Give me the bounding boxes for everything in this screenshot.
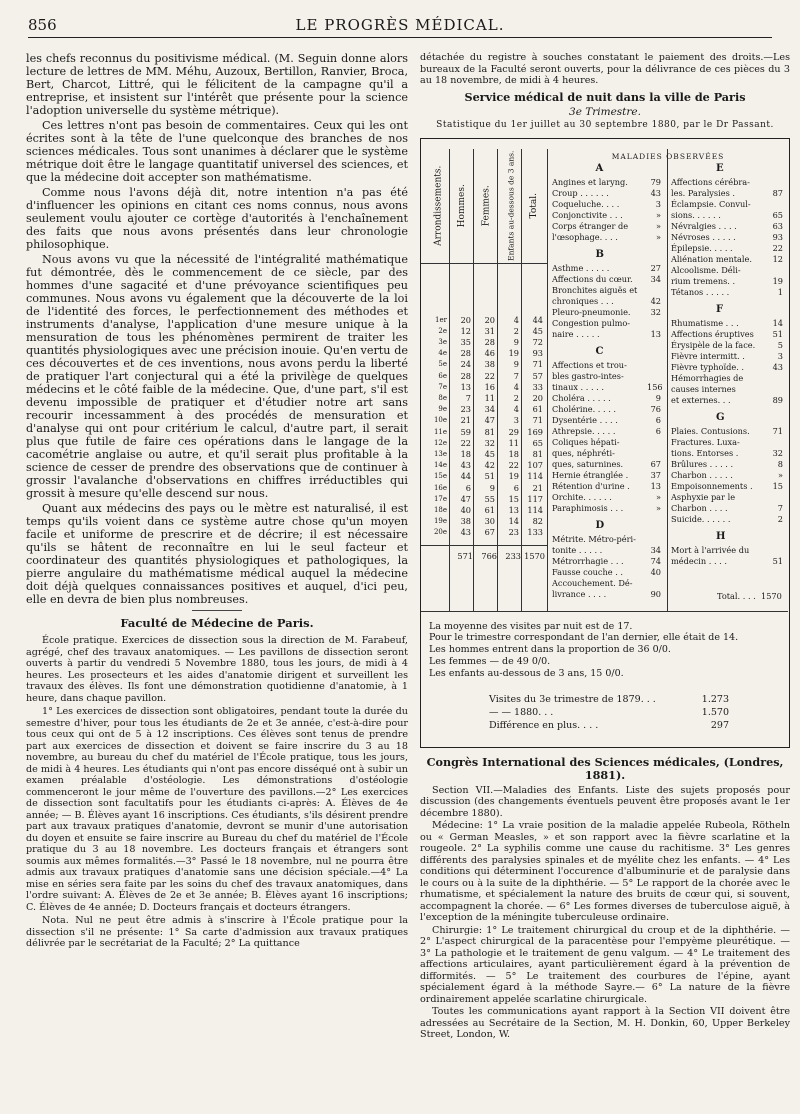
disease-label: Tétanos . . . . . — [671, 286, 730, 297]
disease-label: Névralgies . . . . — [671, 220, 737, 231]
column-rule — [667, 149, 668, 612]
disease-label: Affections cérébra- — [671, 176, 750, 187]
disease-label: Affections et trou- — [552, 359, 627, 370]
count-cell: 40 — [460, 504, 471, 515]
paragraph: Toutes les communications ayant rapport à la Section VII doivent être adressées au Secrétaire de la Section, M. H. Donkin, 60, Upper Berkeley Street, London, W. — [420, 1006, 790, 1040]
arrondissement-cell: 13e — [433, 449, 447, 458]
disease-count: 27 — [650, 262, 661, 273]
disease-label: Conjonctivite . . . — [552, 209, 623, 220]
running-head: LE PROGRÈS MÉDICAL. — [295, 16, 505, 34]
disease-label: Fausse couche . . — [552, 566, 624, 577]
count-cell: 18 — [460, 448, 471, 459]
count-cell: 4 — [513, 314, 519, 325]
count-cell: 29 — [508, 426, 519, 437]
stat-line: Statistique du 1er juillet au 30 septembre 1880, par le Dr Passant. — [436, 120, 774, 130]
count-cell: 169 — [527, 426, 543, 437]
disease-label: et externes. . . — [671, 394, 731, 405]
disease-label: Métrorrhagie . . . — [552, 555, 624, 566]
count-cell: 23 — [460, 404, 471, 415]
disease-count: 43 — [772, 361, 783, 372]
disease-label: Hémorrhagies de — [671, 372, 744, 383]
column-header — [451, 151, 475, 261]
disease-label: Angines et laryng. — [552, 176, 628, 187]
count-cell: 21 — [532, 482, 543, 493]
disease-label: Brûlures . . . . . — [671, 458, 734, 469]
visit-comparison — [489, 693, 729, 732]
group-letter: D — [595, 519, 605, 531]
paragraph: Ces lettres n'ont pas besoin de commentaires. Ceux qui les ont écrites sont à la tête de l'une quelconque des branches de nos sciences médicales. Tous sont unanimes à déclarer que le système métrique doit être le langage quantitatif universel des sciences, et que la médecine doit accepter son mathématisme. — [26, 119, 408, 184]
count-cell: 4 — [513, 381, 519, 392]
count-cell: 33 — [532, 381, 543, 392]
disease-count: 34 — [650, 544, 661, 555]
column-header — [499, 151, 523, 261]
disease-count: 32 — [772, 447, 783, 458]
disease-count: 13 — [650, 480, 661, 491]
divider — [192, 610, 242, 611]
count-cell: 72 — [532, 336, 543, 347]
disease-label: Cholérine. . . . . — [552, 403, 617, 414]
disease-label: Asphyxie par le — [671, 491, 736, 502]
disease-label: Affections du cœur. — [552, 273, 633, 284]
group-letter: G — [716, 411, 725, 423]
disease-label: Choléra . . . . . — [552, 392, 611, 403]
maladies-header: MALADIES OBSERVÉES — [611, 151, 725, 161]
count-cell: 28 — [484, 336, 495, 347]
header-rule — [421, 263, 547, 264]
total-label: Total. . . . — [717, 590, 756, 601]
disease-label: Asthme . . . . . — [552, 262, 610, 273]
count-cell: 20 — [532, 392, 543, 403]
count-cell: 9 — [513, 336, 519, 347]
arrondissement-cell: 3e — [438, 337, 447, 346]
disease-label: tinaux . . . . . — [552, 381, 604, 392]
count-cell: 11 — [508, 437, 519, 448]
left-column — [26, 52, 408, 952]
disease-label: Rétention d'urine . — [552, 480, 630, 491]
arrondissement-cell: 20e — [433, 528, 447, 537]
disease-count: » — [655, 502, 661, 513]
disease-label: Pleuro-pneumonie. — [552, 306, 631, 317]
disease-label: Accouchement. Dé- — [552, 577, 633, 588]
column-header-text: Femmes. — [481, 185, 492, 226]
column-rule — [497, 149, 498, 612]
disease-count: 12 — [772, 253, 783, 264]
visits-1880-value: 1.570 — [701, 706, 729, 718]
paragraph: Nous avons vu que la nécessité de l'intégralité mathématique fut démontrée, dès le commencement de ce siècle, par des hommes d'une sagacité et d'une prévoyance scientifiques peu communes. Nous avons vu également que la découverte de la loi de l'identité des forces, le perfectionnement des méthodes et instruments d'analyse, l'application d'une mesure unique à la mensuration de tous les phénomènes permirent de traiter les quantités physiologiques avec une précision inouie. Qu'en vertu de ces découvertes et de ces inventions, nous avons perdu la liberté de pratiquer l'art conjectural qui a été la privilège de quelques médecins et le côté faible de la médecine. Que, d'une part, s'il est devenu impossible de pratiquer et d'étudier notre art sans recourir incessamment à des procédés de mensuration et d'analyse qui ont pour critérium le calcul, d'autre part, il serait plus que futile de faire ces opérations dans le langage de la cacométrie anglaise ou autre, et qu'il serait plus profitable à la science de cesser de prendre des observations que de continuer à grossir l'avalanche d'observations en chiffres irréductibles qui grossit à mesure qu'elle descend sur nous. — [26, 253, 408, 500]
disease-count: 13 — [650, 328, 661, 339]
count-cell: 9 — [489, 482, 495, 493]
disease-label: Rhumatisme . . . — [671, 317, 739, 328]
count-cell: 81 — [532, 448, 543, 459]
disease-count: 19 — [772, 275, 783, 286]
count-cell: 30 — [484, 516, 495, 527]
count-cell: 107 — [527, 460, 543, 471]
arrondissement-cell: 19e — [433, 517, 447, 526]
paragraph: Médecine: 1° La vraie position de la maladie appelée Rubeola, Rötheln ou « German Measles, » et son rapport avec la fièvre scarlatine et la rougeole. 2° La syphilis comme une cause du rachitisme. 3° Les genres différents des paralysies spinales et de myélite chez les enfants. — 4° Les conditions qui déterminent l'occurence d'albuminurie et de paralysie dans le cours ou à la suite de la diphthérie. — 5° Le rapport de la chorée avec le rhumatisme, et spécialement la nature des bruits de cœur qui, si souvent, accompagnent la chorée. — 6° Les formes diverses de tuberculose aiguë, à l'exception de la méningite tuberculeuse ordinaire. — [420, 820, 790, 923]
note-line: Les hommes entrent dans la proportion de 36 0/0. — [429, 644, 671, 656]
disease-label: Coqueluche. . . . — [552, 198, 620, 209]
disease-label: Métrite. Métro-péri- — [552, 533, 636, 544]
table-notes — [429, 621, 781, 680]
disease-count: 51 — [772, 555, 783, 566]
disease-count: 76 — [650, 403, 661, 414]
disease-label: Orchite. . . . . . — [552, 491, 612, 502]
column-rule — [473, 149, 474, 612]
disease-label: médecin . . . . — [671, 555, 727, 566]
arrondissement-cell: 8e — [438, 393, 447, 402]
disease-label: causes internes — [671, 383, 736, 394]
group-letter: A — [595, 162, 604, 174]
count-cell: 38 — [484, 359, 495, 370]
disease-count: » — [655, 209, 661, 220]
count-cell: 16 — [484, 381, 495, 392]
count-cell: 6 — [513, 482, 519, 493]
note-line: Les enfants au-dessous de 3 ans, 15 0/0. — [429, 667, 624, 679]
count-cell: 12 — [460, 325, 471, 336]
paragraph: les chefs reconnus du positivisme médical. (M. Seguin donne alors lecture de lettres de MM. Méhu, Auzoux, Bertillon, Ranvier, Broca, Bert, Charcot, Littré, qui le félicitent de la campagne qu'il a entreprise, et insistent sur l'intérêt que présente pour la science l'adoption universelle du système métrique). — [26, 52, 408, 117]
disease-count: 15 — [772, 480, 783, 491]
disease-count: 6 — [655, 425, 661, 436]
count-cell: 31 — [484, 325, 495, 336]
count-cell: 6 — [465, 482, 471, 493]
count-cell: 82 — [532, 516, 543, 527]
arrondissement-cell: 6e — [438, 371, 447, 380]
disease-count: 42 — [650, 295, 661, 306]
count-cell: 19 — [508, 348, 519, 359]
disease-label: chroniques . . . — [552, 295, 614, 306]
subtitle: 3e Trimestre. — [569, 105, 641, 118]
disease-count: 7 — [777, 502, 783, 513]
disease-count: » — [655, 231, 661, 242]
count-cell: 45 — [484, 448, 495, 459]
column-rule — [547, 149, 548, 612]
statistics-table — [420, 138, 790, 748]
count-cell: 22 — [484, 370, 495, 381]
column-header — [475, 151, 499, 261]
disease-count: 43 — [650, 187, 661, 198]
disease-label: bles gastro-intes- — [552, 370, 624, 381]
disease-count: 51 — [772, 328, 783, 339]
sum-rule — [421, 545, 547, 546]
disease-count: 79 — [650, 176, 661, 187]
sum-cell: 233 — [505, 550, 521, 561]
difference-value: 297 — [710, 719, 729, 731]
section-title: Congrès International des Sciences médicales, (Londres, 1881). — [426, 754, 784, 782]
disease-count: 87 — [772, 187, 783, 198]
disease-label: Épilepsie. . . . . — [671, 242, 733, 253]
section-title: Service médical de nuit dans la ville de Paris — [464, 89, 746, 104]
count-cell: 7 — [513, 370, 519, 381]
paragraph: détachée du registre à souches constatant le paiement des droits.—Les bureaux de la Faculté seront ouverts, pour la délivrance de ces pièces du 3 au 18 novembre, de midi à 4 heures. — [420, 52, 790, 86]
group-letter: C — [595, 345, 604, 357]
disease-label: Éclampsie. Convul- — [671, 198, 751, 209]
disease-label: Coliques hépati- — [552, 436, 620, 447]
visits-1880-label: — — 1880. . . — [489, 706, 554, 718]
arrondissement-cell: 12e — [433, 438, 447, 447]
disease-count: » — [655, 491, 661, 502]
group-letter: F — [716, 303, 724, 315]
count-cell: 2 — [513, 325, 519, 336]
column-header — [427, 151, 451, 261]
disease-count: 93 — [772, 231, 783, 242]
disease-count: 71 — [772, 425, 783, 436]
column-header — [523, 151, 547, 261]
count-cell: 13 — [508, 504, 519, 515]
disease-count: 40 — [650, 566, 661, 577]
disease-label: Charbon . . . . — [671, 502, 728, 513]
note-line: Pour le trimestre correspondant de l'an dernier, elle était de 14. — [429, 632, 739, 644]
count-cell: 57 — [532, 370, 543, 381]
paragraph: Section VII.—Maladies des Enfants. Liste des sujets proposés pour discussion (des changements éventuels peuvent être proposés avant le 1er décembre 1880). — [420, 784, 790, 819]
count-cell: 71 — [532, 415, 543, 426]
disease-label: tions. Entorses . — [671, 447, 739, 458]
disease-label: Fièvre typhoïde. . — [671, 361, 745, 372]
disease-label: Mort à l'arrivée du — [671, 544, 750, 555]
disease-count: 32 — [650, 306, 661, 317]
count-cell: 114 — [527, 504, 543, 515]
count-cell: 32 — [484, 437, 495, 448]
arrondissement-cell: 4e — [438, 349, 447, 358]
count-cell: 65 — [532, 437, 543, 448]
disease-count: 6 — [655, 414, 661, 425]
count-cell: 47 — [460, 493, 471, 504]
paragraph: École pratique. Exercices de dissection sous la direction de M. Farabeuf, agrégé, chef des travaux anatomiques. — Les pavillons de dissection seront ouverts à partir du vendredi 5 Novembre 1880, tous les jours, de midi à 4 heures. Les prosecteurs et les aides d'anatomie dirigent et surveillent les travaux des élèves. Ils font une démonstration quotidienne d'anatomie, à 1 heure, dans chaque pavillon. — [26, 635, 408, 704]
arrondissement-cell: 9e — [438, 405, 447, 414]
group-letter: H — [716, 530, 726, 542]
sum-cell: 1570 — [524, 550, 545, 561]
arrondissement-cell: 15e — [433, 472, 447, 481]
count-cell: 114 — [527, 471, 543, 482]
count-cell: 67 — [484, 527, 495, 538]
disease-count: 63 — [772, 220, 783, 231]
sum-cell: 766 — [481, 550, 497, 561]
disease-label: Aliénation mentale. — [671, 253, 752, 264]
section-title: Faculté de Médecine de Paris. — [120, 616, 314, 630]
disease-count: 67 — [650, 458, 661, 469]
arrondissement-cell: 1er — [435, 315, 447, 324]
disease-label: ques, saturnines. — [552, 458, 624, 469]
disease-count: 8 — [777, 458, 783, 469]
disease-label: Alcoolisme. Déli- — [671, 264, 741, 275]
count-cell: 28 — [460, 370, 471, 381]
count-cell: 55 — [484, 493, 495, 504]
arrondissement-cell: 11e — [433, 427, 447, 436]
page-number: 856 — [28, 16, 57, 34]
disease-count: 5 — [777, 339, 783, 350]
count-cell: 42 — [484, 460, 495, 471]
count-cell: 22 — [508, 460, 519, 471]
visits-1879-value: 1.273 — [701, 693, 729, 705]
note-line: La moyenne des visites par nuit est de 17. — [429, 620, 633, 632]
count-cell: 43 — [460, 527, 471, 538]
disease-label: Athrepsie. . . . . — [552, 425, 616, 436]
count-cell: 71 — [532, 359, 543, 370]
disease-count: 156 — [647, 381, 663, 392]
disease-label: Fractures. Luxa- — [671, 436, 740, 447]
page-header — [28, 14, 772, 38]
disease-label: Plaies. Contusions. — [671, 425, 750, 436]
disease-label: Érysipèle de la face. — [671, 339, 756, 350]
count-cell: 19 — [508, 471, 519, 482]
count-cell: 38 — [460, 516, 471, 527]
count-cell: 20 — [460, 314, 471, 325]
arrondissement-cell: 16e — [433, 483, 447, 492]
right-column — [420, 52, 790, 1042]
disease-count: 1 — [777, 286, 783, 297]
disease-label: Hernie étranglée . — [552, 469, 629, 480]
count-cell: 46 — [484, 348, 495, 359]
difference-label: Différence en plus. . . . — [489, 719, 599, 731]
disease-label: Bronchites aiguës et — [552, 284, 638, 295]
disease-label: rium tremens. . — [671, 275, 736, 286]
disease-count: 9 — [655, 392, 661, 403]
count-cell: 2 — [513, 392, 519, 403]
disease-count: 74 — [650, 555, 661, 566]
count-cell: 18 — [508, 448, 519, 459]
arrondissement-cell: 10e — [433, 416, 447, 425]
disease-count: 37 — [650, 469, 661, 480]
disease-count: 3 — [777, 350, 783, 361]
disease-count: 14 — [772, 317, 783, 328]
arrondissement-cell: 14e — [433, 461, 447, 470]
arrondissement-cell: 2e — [438, 326, 447, 335]
count-cell: 61 — [484, 504, 495, 515]
count-cell: 117 — [527, 493, 543, 504]
disease-count: 89 — [772, 394, 783, 405]
disease-label: sions. . . . . . — [671, 209, 721, 220]
disease-label: Congestion pulmo- — [552, 317, 631, 328]
visits-1879-label: Visites du 3e trimestre de 1879. . . — [489, 693, 656, 705]
paragraph: Nota. Nul ne peut être admis à s'inscrire à l'École pratique pour la dissection s'il ne présente: 1° Sa carte d'admission aux travaux pratiques délivrée par le secrétariat de la Faculté; 2° La quittance — [26, 915, 408, 949]
count-cell: 44 — [460, 471, 471, 482]
count-cell: 45 — [532, 325, 543, 336]
disease-label: Croup . . . . . . — [552, 187, 609, 198]
total-value: 1570 — [761, 590, 782, 601]
disease-count: » — [655, 220, 661, 231]
count-cell: 15 — [508, 493, 519, 504]
disease-count: 65 — [772, 209, 783, 220]
faculty-notice — [26, 635, 408, 950]
disease-label: tonite . . . . . — [552, 544, 603, 555]
count-cell: 23 — [508, 527, 519, 538]
count-cell: 14 — [508, 516, 519, 527]
arrondissement-cell: 18e — [433, 505, 447, 514]
column-rule — [449, 149, 450, 612]
count-cell: 51 — [484, 471, 495, 482]
count-cell: 59 — [460, 426, 471, 437]
count-cell: 11 — [484, 392, 495, 403]
disease-count: 22 — [772, 242, 783, 253]
count-cell: 133 — [527, 527, 543, 538]
disease-count: 34 — [650, 273, 661, 284]
paragraph: Chirurgie: 1° Le traitement chirurgical du croup et de la diphthérie. — 2° L'aspect chirurgical de la paracentèse pour l'empyème pleurétique. — 3° La pathologie et le traitement de genu valgum. — 4° Le traitement des affections articulaires, ayant particulièrement égard à la prévention de difformités. — 5° Le traitement des courbures de l'épine, ayant spécialement égard à la méthode Sayre.— 6° La nature de la fièvre ordinairement appelée scarlatine chirurgicale. — [420, 924, 790, 1005]
count-cell: 9 — [513, 359, 519, 370]
paragraph: Comme nous l'avons déjà dit, notre intention n'a pas été d'influencer les opinions en citant ces noms connus, nous avons seulement voulu ajouter ce cortège d'autorités à l'enchaînement des faits que nous avons présentés dans leur chronologie philosophique. — [26, 186, 408, 251]
count-cell: 34 — [484, 404, 495, 415]
disease-label: Paraphimosis . . . — [552, 502, 624, 513]
count-cell: 93 — [532, 348, 543, 359]
grid-bottom — [421, 611, 788, 612]
group-letter: B — [595, 248, 604, 260]
disease-label: Fièvre intermitt. . — [671, 350, 745, 361]
note-line: Les femmes — de 49 0/0. — [429, 655, 551, 667]
disease-label: livrance . . . . — [552, 588, 607, 599]
count-cell: 43 — [460, 460, 471, 471]
count-cell: 13 — [460, 381, 471, 392]
disease-label: Corps étranger de — [552, 220, 629, 231]
count-cell: 47 — [484, 415, 495, 426]
sum-cell: 571 — [457, 550, 473, 561]
column-header-text: Enfants au-dessous de 3 ans. — [506, 150, 516, 261]
disease-label: Affections éruptives — [671, 328, 754, 339]
count-cell: 4 — [513, 404, 519, 415]
arrondissement-cell: 17e — [433, 494, 447, 503]
column-header-text: Arrondissements. — [433, 165, 444, 246]
paragraph: 1° Les exercices de dissection sont obligatoires, pendant toute la durée du semestre d'hiver, pour tous les étudiants de 2e et 3e année, c'est-à-dire pour tous ceux qui ont de 5 à 12 inscriptions. Ces élèves sont tenus de prendre part aux exercices de dissection et doivent se faire inscrire du 3 au 18 novembre, au bureau du chef du matériel de l'École pratique, tous les jours, de midi à 4 heures. Les étudiants qui n'ont pas encore disséqué ont à subir un examen préalable d'ostéologie. Les démonstrations d'ostéologie commenceront le jour même de l'ouverture des pavillons.—2° Les exercices de dissection sont facultatifs pour les étudiants ci-après: A. Élèves de 4e année; — B. Élèves ayant 16 inscriptions. Ces étudiants, s'ils désirent prendre part aux travaux pratiques d'anatomie, devront se munir d'une autorisation du doyen et ensuite se faire inscrire au Bureau du chef du matériel de l'École pratique du 3 au 18 novembre. Les docteurs français et étrangers sont soumis aux mêmes formalités.—3° Passé le 18 novembre, nul ne pourra être admis aux travaux pratiques d'anatomie sans une décision spéciale.—4° La mise en séries sera faite par les soins du chef des travaux anatomiques, dans l'ordre suivant: A. Élèves de 2e et 3e année; B. Élèves ayant 16 inscriptions; C. Élèves de 4e année; D. Docteurs français et docteurs étrangers. — [26, 706, 408, 913]
column-rule — [521, 149, 522, 612]
disease-label: ques, néphréti- — [552, 447, 615, 458]
count-cell: 28 — [460, 348, 471, 359]
disease-count: 3 — [655, 198, 661, 209]
count-cell: 20 — [484, 314, 495, 325]
arrondissement-cell: 7e — [438, 382, 447, 391]
count-cell: 24 — [460, 359, 471, 370]
disease-label: l'œsophage. . . . — [552, 231, 618, 242]
disease-label: Dysentérie . . . . — [552, 414, 618, 425]
count-cell: 61 — [532, 404, 543, 415]
paragraph: Quant aux médecins des pays ou le mètre est naturalisé, il est temps qu'ils voient dans ce système autre chose qu'un moyen facile et uniforme de prescrire et de décrire; il est nécessaire qu'ils se hâtent de reconnaître en lui le seul facteur et coordinateur des quantités physiologiques et pathologiques, la pierre angulaire du mathématisme médical auquel la médecine doit déjà quelques connaissances positives et auquel, d'ici peu, elle en devra de bien plus nombreuses. — [26, 502, 408, 606]
count-cell: 22 — [460, 437, 471, 448]
disease-label: Névroses . . . . . — [671, 231, 736, 242]
disease-label: naire . . . . . — [552, 328, 600, 339]
disease-label: Empoisonnements . — [671, 480, 753, 491]
count-cell: 44 — [532, 314, 543, 325]
disease-count: 90 — [650, 588, 661, 599]
group-letter: E — [716, 162, 724, 174]
column-header-text: Total. — [529, 192, 540, 219]
disease-count: 2 — [777, 513, 783, 524]
count-cell: 35 — [460, 336, 471, 347]
count-cell: 81 — [484, 426, 495, 437]
arrondissement-cell: 5e — [438, 360, 447, 369]
count-cell: 7 — [465, 392, 471, 403]
count-cell: 21 — [460, 415, 471, 426]
column-header-text: Hommes. — [457, 183, 468, 228]
disease-label: Charbon . . . . . — [671, 469, 733, 480]
disease-label: Suicide. . . . . . — [671, 513, 731, 524]
count-cell: 3 — [513, 415, 519, 426]
disease-count: » — [777, 469, 783, 480]
disease-label: les. Paralysies . — [671, 187, 736, 198]
